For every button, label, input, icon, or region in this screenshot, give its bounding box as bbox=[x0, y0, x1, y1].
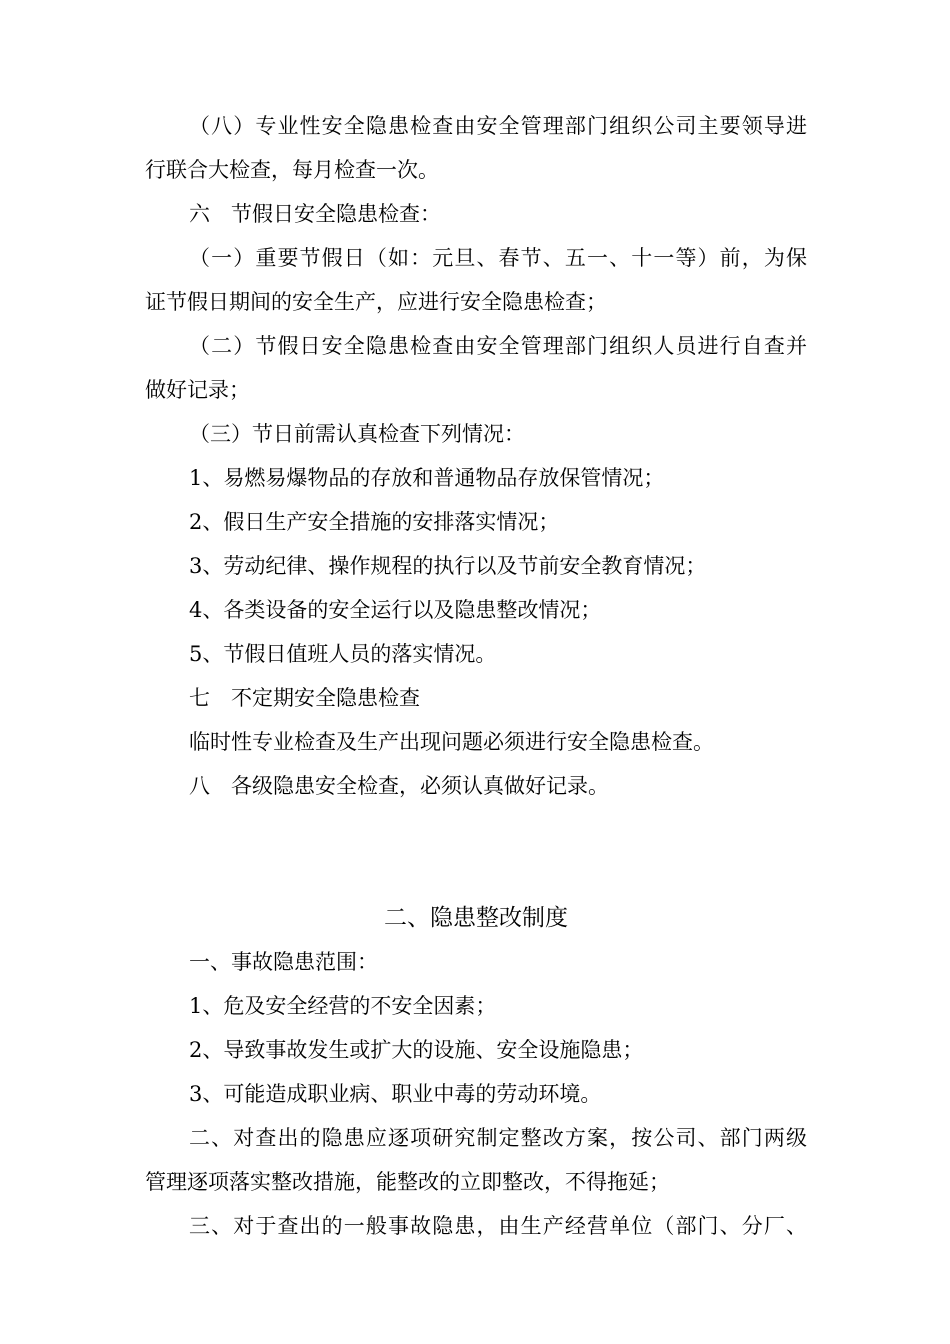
list-item: 3、劳动纪律、操作规程的执行以及节前安全教育情况； bbox=[189, 554, 707, 578]
section-heading-line: 七 不定期安全隐患检查 bbox=[189, 686, 420, 710]
paragraph-line: 管理逐项落实整改措施，能整改的立即整改，不得拖延； bbox=[145, 1170, 670, 1194]
list-item: 3、可能造成职业病、职业中毒的劳动环境。 bbox=[189, 1082, 602, 1106]
paragraph-line: （八）专业性安全隐患检查由安全管理部门组织公司主要领导进 bbox=[189, 114, 807, 138]
paragraph-line: 二、对查出的隐患应逐项研究制定整改方案，按公司、部门两级 bbox=[189, 1126, 807, 1150]
paragraph-line: 临时性专业检查及生产出现问题必须进行安全隐患检查。 bbox=[189, 730, 714, 754]
paragraph-line: 行联合大检查，每月检查一次。 bbox=[145, 158, 439, 182]
list-item: 1、易燃易爆物品的存放和普通物品存放保管情况； bbox=[189, 466, 665, 490]
paragraph-line: 三、对于查出的一般事故隐患，由生产经营单位（部门、分厂、 bbox=[189, 1214, 807, 1238]
list-item: 5、节假日值班人员的落实情况。 bbox=[189, 642, 497, 666]
list-item: 2、假日生产安全措施的安排落实情况； bbox=[189, 510, 560, 534]
paragraph-line: 做好记录； bbox=[145, 378, 250, 402]
paragraph-line: （一）重要节假日（如：元旦、春节、五一、十一等）前，为保 bbox=[189, 246, 807, 270]
paragraph-line: 证节假日期间的安全生产，应进行安全隐患检查； bbox=[145, 290, 607, 314]
list-item: 4、各类设备的安全运行以及隐患整改情况； bbox=[189, 598, 602, 622]
section-title: 二、隐患整改制度 bbox=[384, 905, 568, 931]
section-heading-line: 六 节假日安全隐患检查： bbox=[189, 202, 441, 226]
paragraph-line: （三）节日前需认真检查下列情况： bbox=[189, 422, 525, 446]
list-item: 2、导致事故发生或扩大的设施、安全设施隐患； bbox=[189, 1038, 644, 1062]
paragraph-line: 八 各级隐患安全检查，必须认真做好记录。 bbox=[189, 774, 609, 798]
spacer bbox=[145, 808, 807, 896]
document-page bbox=[145, 104, 807, 1248]
paragraph-line: 一、事故隐患范围： bbox=[189, 950, 378, 974]
paragraph-line: （二）节假日安全隐患检查由安全管理部门组织人员进行自查并 bbox=[189, 334, 807, 358]
list-item: 1、危及安全经营的不安全因素； bbox=[189, 994, 497, 1018]
